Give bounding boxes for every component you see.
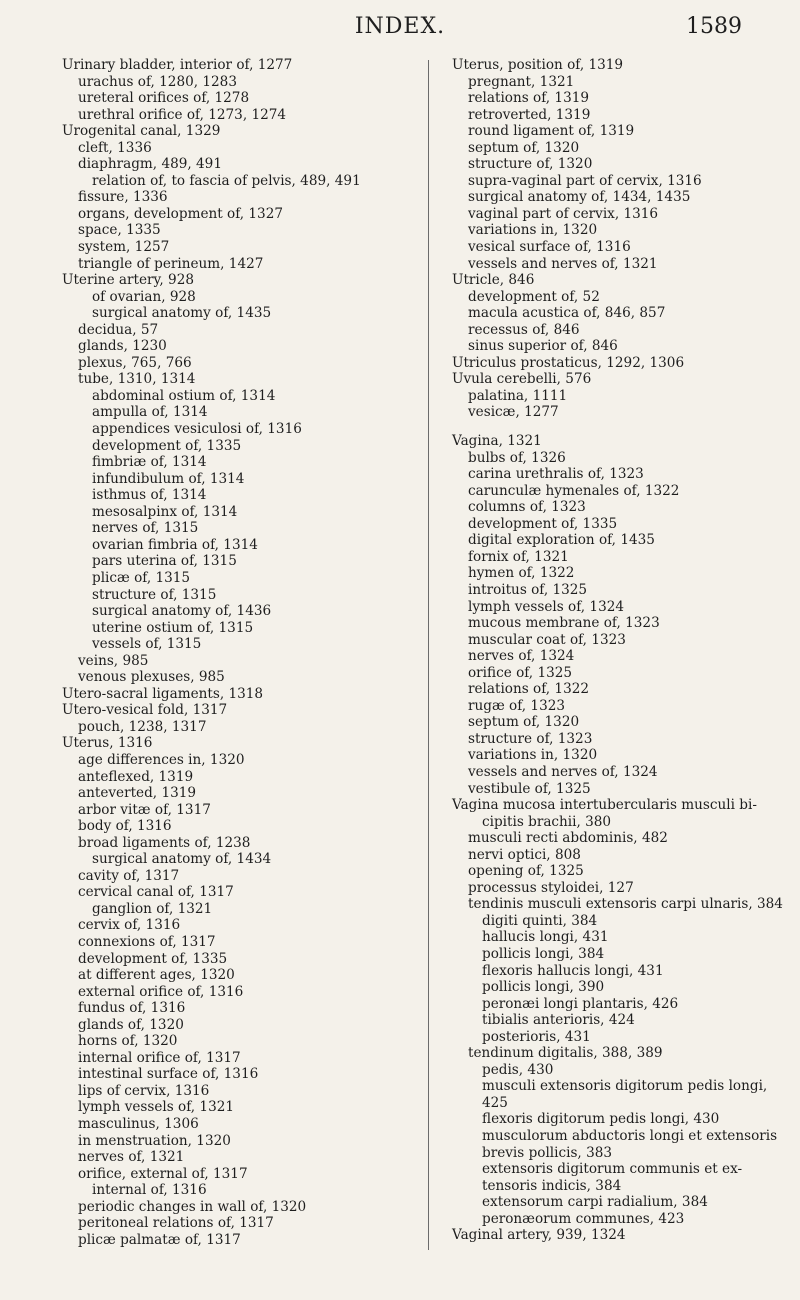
index-subentry: tendinum digitalis, 388, 389 [468,1045,663,1062]
index-subentry: space, 1335 [78,222,161,239]
index-subentry: tensoris indicis, 384 [482,1177,622,1194]
index-subentry: internal of, 1316 [92,1182,207,1199]
index-subentry: palatina, 1111 [468,387,568,404]
index-subentry: pregnant, 1321 [468,73,575,90]
index-subentry: structure of, 1323 [468,730,593,747]
index-subentry: retroverted, 1319 [468,106,591,123]
index-heading-entry: Vaginal artery, 939, 1324 [452,1227,626,1244]
index-column-right [452,57,797,1244]
index-heading-entry: Utero-vesical fold, 1317 [62,702,228,719]
index-subentry: external orifice of, 1316 [78,983,244,1000]
index-subentry: lymph vessels of, 1324 [468,598,625,615]
index-subentry: cavity of, 1317 [78,867,180,884]
index-subentry: uterine ostium of, 1315 [92,619,254,636]
index-subentry: musculi recti abdominis, 482 [468,830,668,847]
index-subentry: intestinal surface of, 1316 [78,1066,259,1083]
index-subentry: broad ligaments of, 1238 [78,834,251,851]
index-subentry: recessus of, 846 [468,321,580,338]
index-subentry: fissure, 1336 [78,189,168,206]
index-subentry: lymph vessels of, 1321 [78,1099,235,1116]
index-subentry: peritoneal relations of, 1317 [78,1215,274,1232]
index-subentry: septum of, 1320 [468,139,580,156]
index-subentry: periodic changes in wall of, 1320 [78,1198,307,1215]
index-subentry: surgical anatomy of, 1434 [92,851,272,868]
index-subentry: surgical anatomy of, 1435 [92,305,272,322]
index-subentry: flexoris digitorum pedis longi, 430 [482,1111,720,1128]
index-subentry: at different ages, 1320 [78,967,235,984]
index-subentry: pollicis longi, 384 [482,945,605,962]
index-subentry: carina urethralis of, 1323 [468,466,644,483]
index-subentry: development of, 1335 [78,950,228,967]
index-subentry: orifice of, 1325 [468,664,573,681]
index-subentry: tendinis musculi extensoris carpi ulnaris, 384 [468,896,783,913]
index-subentry: opening of, 1325 [468,863,584,880]
index-subentry: structure of, 1315 [92,586,217,603]
index-subentry: hymen of, 1322 [468,565,575,582]
index-subentry: cipitis brachii, 380 [482,813,612,830]
index-subentry: surgical anatomy of, 1434, 1435 [468,189,691,206]
index-subentry: orifice, external of, 1317 [78,1165,248,1182]
index-subentry: triangle of perineum, 1427 [78,255,264,272]
index-subentry: ureteral orifices of, 1278 [78,90,250,107]
index-heading-entry: Uterus, position of, 1319 [452,57,624,73]
index-subentry: musculorum abductoris longi et extensoris [482,1128,778,1144]
index-subentry: abdominal ostium of, 1314 [92,387,276,404]
index-subentry: vessels of, 1315 [92,636,202,653]
index-subentry: internal orifice of, 1317 [78,1049,241,1066]
index-subentry: in menstruation, 1320 [78,1132,231,1149]
index-subentry: fimbriæ of, 1314 [92,454,207,471]
index-subentry: vessels and nerves of, 1321 [468,255,658,272]
index-subentry: of ovarian, 928 [92,288,196,305]
index-heading-entry: Uterus, 1316 [62,735,153,752]
index-subentry: variations in, 1320 [468,747,598,764]
index-subentry: digital exploration of, 1435 [468,532,655,549]
index-subentry: lips of cervix, 1316 [78,1082,210,1099]
column-divider [428,60,429,1250]
index-subentry: anteflexed, 1319 [78,768,194,785]
index-subentry: horns of, 1320 [78,1033,178,1050]
index-subentry: isthmus of, 1314 [92,487,207,504]
page-number: 1589 [686,14,742,39]
index-subentry: extensoris digitorum communis et ex- [482,1161,743,1178]
index-heading-entry: Urinary bladder, interior of, 1277 [62,57,293,73]
index-subentry: appendices vesiculosi of, 1316 [92,421,302,438]
index-subentry: supra-vaginal part of cervix, 1316 [468,172,702,189]
index-heading-entry: Uterine artery, 928 [62,272,195,289]
index-subentry: vestibule of, 1325 [468,780,591,797]
index-subentry: nerves of, 1321 [78,1149,185,1166]
index-subentry: nerves of, 1315 [92,520,199,537]
index-subentry: introitus of, 1325 [468,581,588,598]
index-subentry: vesicæ, 1277 [468,404,559,421]
index-subentry: body of, 1316 [78,818,172,835]
index-subentry: surgical anatomy of, 1436 [92,603,272,620]
index-subentry: development of, 52 [468,288,600,305]
index-subentry: bulbs of, 1326 [468,449,566,466]
index-subentry: pouch, 1238, 1317 [78,718,207,735]
index-subentry: relation of, to fascia of pelvis, 489, 491 [92,172,361,189]
index-subentry: arbor vitæ of, 1317 [78,801,211,818]
index-heading-entry: Utero-sacral ligaments, 1318 [62,685,264,702]
index-subentry: septum of, 1320 [468,714,580,731]
index-subentry: fornix of, 1321 [468,548,569,565]
index-subentry: vaginal part of cervix, 1316 [468,205,659,222]
index-subentry: digiti quinti, 384 [482,912,598,929]
page-header [0,14,800,44]
index-subentry: muscular coat of, 1323 [468,631,626,648]
index-subentry: cervix of, 1316 [78,917,181,934]
index-subentry: development of, 1335 [468,515,618,532]
index-heading-entry: Vagina mucosa intertubercularis musculi bi- [452,797,757,814]
index-subentry: venous plexuses, 985 [78,669,225,686]
index-heading-entry: Uvula cerebelli, 576 [452,371,592,388]
index-subentry: tibialis anterioris, 424 [482,1012,635,1029]
index-subentry: round ligament of, 1319 [468,123,635,140]
index-subentry: nervi optici, 808 [468,846,581,863]
index-subentry: brevis pollicis, 383 [482,1144,613,1161]
index-heading-entry: Utricle, 846 [452,272,535,289]
index-column-left [62,57,424,1248]
index-subentry: vessels and nerves of, 1324 [468,763,658,780]
index-subentry: plicæ palmatæ of, 1317 [78,1231,241,1248]
index-subentry: nerves of, 1324 [468,648,575,665]
index-subentry: ampulla of, 1314 [92,404,208,421]
index-subentry: mucous membrane of, 1323 [468,615,660,632]
index-subentry: macula acustica of, 846, 857 [468,305,666,322]
index-subentry: structure of, 1320 [468,156,593,173]
index-subentry: columns of, 1323 [468,499,586,516]
index-heading-entry: Utriculus prostaticus, 1292, 1306 [452,354,685,371]
index-subentry: anteverted, 1319 [78,785,197,802]
index-subentry: diaphragm, 489, 491 [78,156,222,173]
index-subentry: decidua, 57 [78,321,159,338]
index-subentry: posterioris, 431 [482,1028,591,1045]
index-subentry: vesical surface of, 1316 [468,239,631,256]
index-subentry: rugæ of, 1323 [468,697,566,714]
index-subentry: system, 1257 [78,239,170,256]
index-subentry: flexoris hallucis longi, 431 [482,962,664,979]
index-subentry: processus styloidei, 127 [468,879,634,896]
index-subentry: tube, 1310, 1314 [78,371,196,388]
index-subentry: variations in, 1320 [468,222,598,239]
index-subentry: peronæorum communes, 423 [482,1210,685,1227]
index-subentry: cleft, 1336 [78,139,152,156]
index-subentry: glands of, 1320 [78,1016,184,1033]
entry-gap [452,421,797,433]
index-subentry: musculi extensoris digitorum pedis longi, [482,1078,768,1095]
index-subentry: urachus of, 1280, 1283 [78,73,237,90]
index-subentry: relations of, 1322 [468,681,590,698]
index-subentry: masculinus, 1306 [78,1116,199,1132]
index-subentry: plexus, 765, 766 [78,354,192,371]
index-subentry: plicæ of, 1315 [92,569,191,586]
index-subentry: organs, development of, 1327 [78,205,284,222]
index-subentry: sinus superior of, 846 [468,338,618,355]
index-subentry: cervical canal of, 1317 [78,884,234,901]
index-subentry: urethral orifice of, 1273, 1274 [78,106,287,123]
index-subentry: hallucis longi, 431 [482,929,609,946]
index-subentry: mesosalpinx of, 1314 [92,503,238,520]
index-subentry: relations of, 1319 [468,90,590,107]
index-subentry: 425 [482,1094,508,1111]
index-subentry: extensorum carpi radialium, 384 [482,1194,708,1211]
index-subentry: veins, 985 [78,652,149,669]
page-title: INDEX. [354,14,446,39]
index-subentry: ovarian fimbria of, 1314 [92,536,258,553]
index-subentry: fundus of, 1316 [78,1000,186,1017]
index-subentry: carunculæ hymenales of, 1322 [468,482,680,499]
index-subentry: age differences in, 1320 [78,751,245,768]
index-subentry: glands, 1230 [78,338,167,355]
index-subentry: pars uterina of, 1315 [92,553,237,570]
index-heading-entry: Vagina, 1321 [452,433,542,450]
index-subentry: ganglion of, 1321 [92,900,213,917]
index-subentry: connexions of, 1317 [78,933,216,950]
index-subentry: infundibulum of, 1314 [92,470,245,487]
index-subentry: pollicis longi, 390 [482,979,605,996]
index-subentry: peronæi longi plantaris, 426 [482,995,679,1012]
index-heading-entry: Urogenital canal, 1329 [62,123,221,140]
index-subentry: development of, 1335 [92,437,242,454]
index-subentry: pedis, 430 [482,1061,554,1078]
